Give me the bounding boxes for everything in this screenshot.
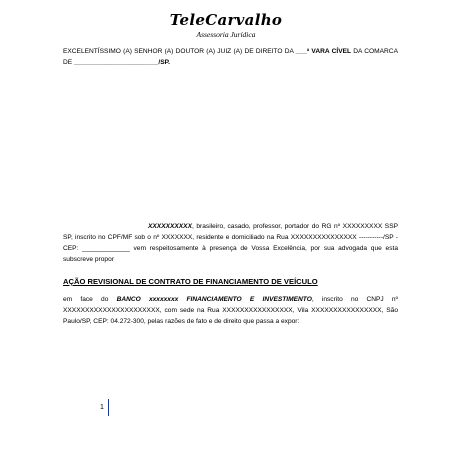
firm-subtitle: Assessoria Jurídica: [196, 30, 256, 39]
defendant-qualification: [63, 294, 398, 327]
defendant-prefix: em face do: [63, 296, 117, 303]
party-qualification: [63, 221, 398, 265]
address-comarca-blank: _______________________: [74, 59, 159, 66]
party-name: XXXXXXXXXX: [148, 223, 192, 230]
defendant-details: , inscrito no CNPJ nº XXXXXXXXXXXXXXXXXXXXXX, com sede na Rua XXXXXXXXXXXXXXXX, Vila XXXXXXXXXXXXXXXX, São Paulo/SP, CEP: 04.272-300, pelas razões de fato e de direito que passa a expor:: [63, 296, 398, 325]
address-vara-blank: ___: [295, 48, 307, 55]
party-details: , brasileiro, casado, professor, portador do RG nº XXXXXXXXX SSP SP, inscrito no CPF/MF sob o nº XXXXXXX, residente e domiciliado na Rua XXXXXXXXXXXXXXX -----------/SP - CEP:: [63, 223, 398, 252]
address-middle: DA COMARCA DE: [63, 48, 398, 66]
firm-logo: TeleCarvalho: [169, 11, 283, 29]
address-suffix: /SP.: [158, 59, 170, 66]
party-cep-blank: _____________: [82, 245, 130, 252]
text-cursor[interactable]: [108, 399, 109, 416]
page-number: 1: [100, 404, 104, 411]
court-address: [63, 46, 398, 68]
action-title: AÇÃO REVISIONAL DE CONTRATO DE FINANCIAMENTO DE VEÍCULO: [63, 277, 318, 286]
address-prefix: EXCELENTÍSSIMO (A) SENHOR (A) DOUTOR (A) JUIZ (A) DE DIREITO DA: [63, 48, 296, 55]
address-vara: ª VARA CÍVEL: [306, 48, 352, 55]
defendant-bank: BANCO xxxxxxxx FINANCIAMENTO E INVESTIMENTO: [116, 296, 312, 303]
party-request: vem respeitosamente à presença de Vossa Excelência, por sua advogada que esta subscreve propor: [63, 245, 398, 263]
